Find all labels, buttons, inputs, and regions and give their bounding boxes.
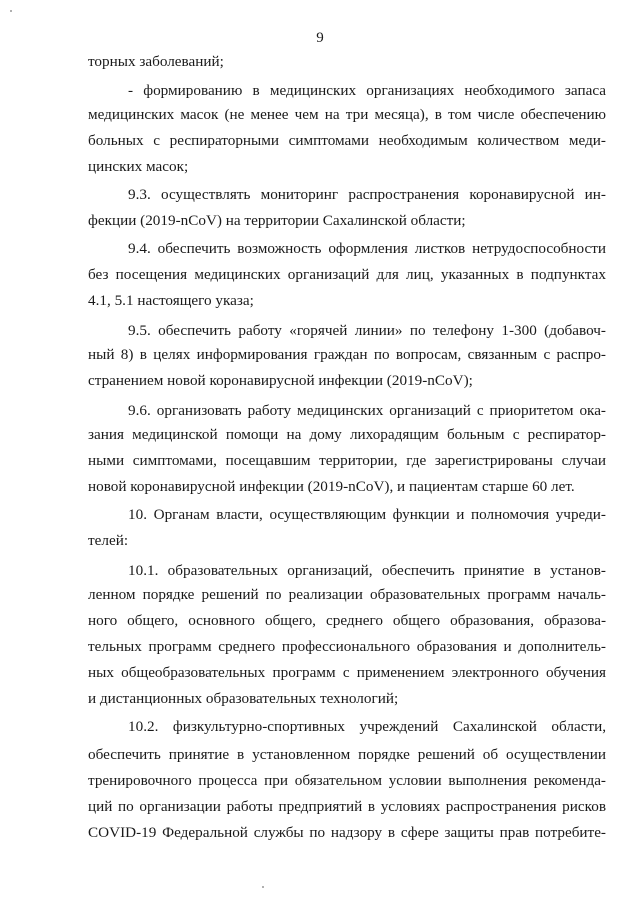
- text-line: 10.1. образовательных организаций, обеспечить принятие в установ-: [128, 562, 606, 579]
- text-line: и дистанционных образовательных технологий;: [88, 690, 399, 707]
- text-line: 4.1, 5.1 настоящего указа;: [88, 292, 254, 309]
- text-line: - формированию в медицинских организациях необходимого запаса: [128, 82, 606, 99]
- text-line: ного общего, основного общего, среднего общего образования, образова-: [88, 612, 606, 629]
- text-line: COVID-19 Федеральной службы по надзору в сфере защиты прав потребите-: [88, 824, 606, 841]
- text-line: тельных программ среднего профессионального образования и дополнитель-: [88, 638, 606, 655]
- text-line: больных с респираторными симптомами необходимым количеством меди-: [88, 132, 606, 149]
- text-line: 10.2. физкультурно-спортивных учреждений Сахалинской области,: [128, 718, 606, 735]
- text-line: торных заболеваний;: [88, 53, 224, 70]
- text-line: 9.4. обеспечить возможность оформления листков нетрудоспособности: [128, 240, 606, 257]
- text-line: обеспечить принятие в установленном порядке решений об осуществлении: [88, 746, 606, 763]
- scan-speck: [10, 10, 12, 12]
- text-line: новой коронавирусной инфекции (2019-nCoV), и пациентам старше 60 лет.: [88, 478, 575, 495]
- text-line: ными симптомами, посещавшим территории, где зарегистрированы случаи: [88, 452, 606, 469]
- scan-speck: [262, 886, 264, 888]
- text-line: фекции (2019-nCoV) на территории Сахалинской области;: [88, 212, 466, 229]
- page-number: 9: [316, 30, 324, 46]
- text-line: без посещения медицинских организаций для лиц, указанных в подпунктах: [88, 266, 606, 283]
- text-line: цинских масок;: [88, 158, 189, 175]
- text-line: 9.6. организовать работу медицинских организаций с приоритетом ока-: [128, 402, 606, 419]
- text-line: странением новой коронавирусной инфекции (2019-nCoV);: [88, 372, 473, 389]
- text-line: тренировочного процесса при обязательном условии выполнения рекоменда-: [88, 772, 606, 789]
- text-line: ленном порядке решений по реализации образовательных программ началь-: [88, 586, 606, 603]
- text-line: 9.5. обеспечить работу «горячей линии» по телефону 1-300 (добавоч-: [128, 322, 606, 339]
- text-line: 9.3. осуществлять мониторинг распространения коронавирусной ин-: [128, 186, 606, 203]
- text-line: ций по организации работы предприятий в условиях распространения рисков: [88, 798, 606, 815]
- text-line: медицинских масок (не менее чем на три месяца), в том числе обеспечению: [88, 106, 606, 123]
- text-line: зания медицинской помощи на дому лихорадящим больным с респиратор-: [88, 426, 606, 443]
- text-line: 10. Органам власти, осуществляющим функции и полномочия учреди-: [128, 506, 606, 523]
- text-line: ных общеобразовательных программ с применением электронного обучения: [88, 664, 606, 681]
- text-line: телей:: [88, 532, 129, 549]
- text-line: ный 8) в целях информирования граждан по вопросам, связанным с распро-: [88, 346, 606, 363]
